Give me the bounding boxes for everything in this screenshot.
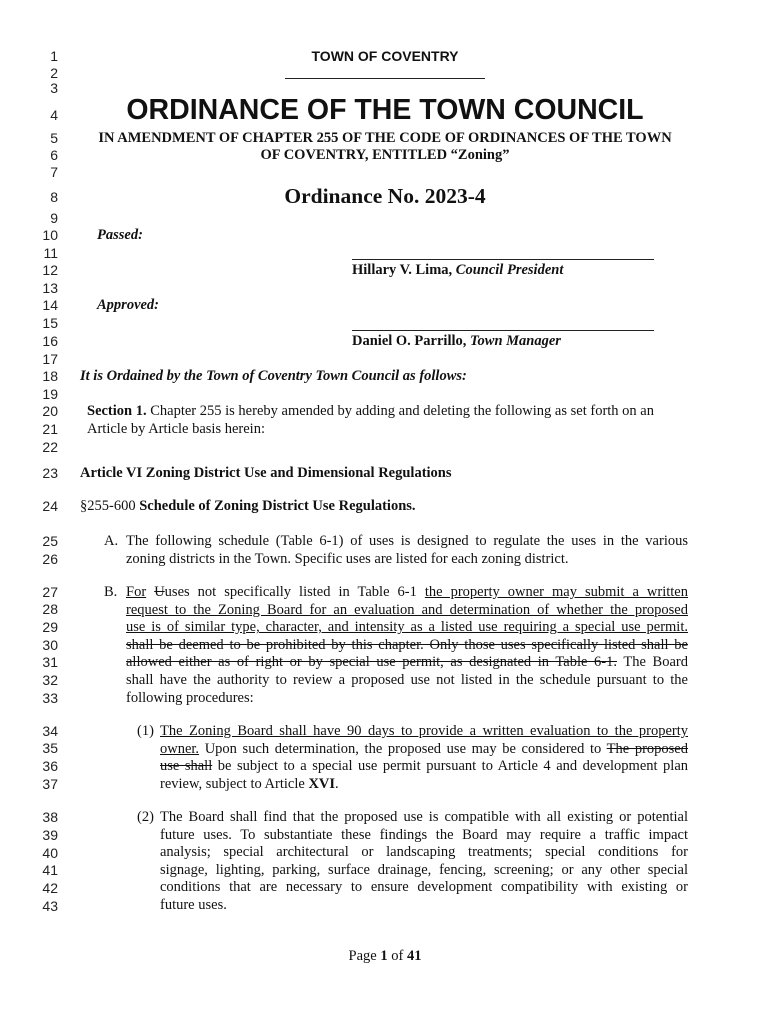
item-b (126, 584, 688, 707)
page-total: 41 (406, 948, 422, 964)
manager-signature (352, 333, 561, 350)
subitem-1-text: Upon such determination, the proposed use may be considered to (199, 740, 607, 757)
item-a-line: zoning districts in the Town. Specific uses are listed for each zoning district. (126, 550, 569, 567)
line-number: 38 (42, 809, 58, 825)
line-number: 17 (42, 351, 58, 367)
line-number: 20 (42, 403, 58, 419)
line-number: 37 (42, 776, 58, 792)
item-b-line: shall have the authority to review a proposed use not listed in the schedule pursuant to the (126, 671, 688, 688)
line-number: 11 (43, 245, 58, 261)
item-b-text: uses not specifically listed in Table 6-1 (164, 584, 425, 600)
item-a-marker: A. (104, 533, 119, 549)
subitem-2-line: future uses. (160, 896, 227, 913)
line-number: 21 (42, 421, 58, 437)
line-number: 16 (42, 333, 58, 349)
inserted-text: the property owner may submit a written (424, 584, 688, 600)
subitem-1-line: The Zoning Board shall have 90 days to provide a written evaluation to the property (160, 723, 688, 739)
line-number: 27 (42, 584, 58, 600)
subtitle-line-1: IN AMENDMENT OF CHAPTER 255 OF THE CODE OF ORDINANCES OF THE TOWN (98, 130, 672, 146)
line-number: 42 (42, 880, 58, 896)
item-b-line: use is of similar type, character, and intensity as a listed use requiring a special use permit. (126, 619, 688, 636)
line-number: 6 (50, 147, 58, 163)
section-1-line-1 (87, 403, 654, 420)
inserted-text: For (126, 584, 147, 600)
page-of: of (387, 948, 407, 964)
line-number: 31 (42, 654, 58, 670)
manager-title: Town Manager (470, 333, 561, 349)
page-prefix: Page (348, 948, 381, 964)
line-number: 2 (50, 65, 58, 81)
page-title: ORDINANCE OF THE TOWN COUNCIL (126, 94, 644, 126)
deleted-text: allowed either as of right or by special use permit, as designated in Table 6-1. (126, 654, 618, 671)
subtitle-line-2: OF COVENTRY, ENTITLED “Zoning” (260, 147, 510, 163)
president-signature-line (352, 259, 654, 260)
line-number: 35 (42, 740, 58, 756)
manager-name: Daniel O. Parrillo, (352, 333, 467, 349)
inserted-text: owner. (160, 740, 200, 757)
item-b-line (126, 654, 688, 672)
item-b-line (126, 584, 688, 602)
section-1-text: Chapter 255 is hereby amended by adding and deleting the following as set forth on an (146, 403, 654, 419)
item-b-marker: B. (104, 584, 118, 600)
line-number: 43 (42, 898, 58, 914)
subitem-1-line (160, 776, 688, 794)
item-a (126, 533, 688, 568)
section-title: Schedule of Zoning District Use Regulations. (139, 498, 416, 514)
subitem-1 (160, 723, 688, 793)
page-footer (285, 948, 485, 965)
subitem-1-text: review, subject to Article (160, 775, 309, 792)
president-name: Hillary V. Lima, (352, 262, 453, 278)
line-number: 13 (42, 280, 58, 296)
line-number: 8 (50, 189, 58, 205)
line-number: 36 (42, 758, 58, 774)
article-heading: Article VI Zoning District Use and Dimensional Regulations (80, 465, 452, 481)
deleted-text: use shall (160, 758, 213, 775)
line-number: 26 (42, 551, 58, 567)
line-number: 18 (42, 368, 58, 384)
subitem-2 (160, 809, 688, 915)
section-heading (80, 498, 416, 515)
subitem-2-line: future uses. To substantiate these findings the Board may require a traffic impact (160, 826, 688, 843)
subitem-2-line: conditions that are necessary to ensure development compatibility with existing or (160, 879, 688, 896)
line-number: 15 (42, 315, 58, 331)
line-number: 32 (42, 672, 58, 688)
subitem-2-line: signage, lighting, parking, surface drainage, fencing, screening; or any other special (160, 861, 688, 878)
line-number: 10 (42, 227, 58, 243)
title-divider (285, 78, 485, 79)
approved-label: Approved: (97, 297, 160, 313)
line-number: 24 (42, 498, 58, 514)
item-b-line: request to the Zoning Board for an evaluation and determination of whether the proposed (126, 601, 688, 618)
line-number: 14 (42, 297, 58, 313)
line-number: 29 (42, 619, 58, 635)
item-b-text: The Board (617, 654, 688, 671)
subitem-1-text: be subject to a special use permit pursuant to Article 4 and development plan (212, 758, 689, 775)
subitem-2-line: analysis; special architectural or landscaping treatments; special conditions for (160, 844, 688, 861)
passed-label: Passed: (97, 227, 143, 243)
line-number: 9 (50, 210, 58, 226)
line-number: 12 (42, 262, 58, 278)
ordinance-number: Ordinance No. 2023-4 (284, 184, 486, 208)
line-number: 30 (42, 637, 58, 653)
president-signature (352, 262, 563, 279)
item-b-line: shall be deemed to be prohibited by this chapter. Only those uses specifically listed shall be (126, 636, 688, 653)
page-current: 1 (380, 948, 388, 964)
subitem-1-text: . (335, 775, 339, 792)
item-a-line: The following schedule (Table 6-1) of uses is designed to regulate the uses in the various (126, 533, 688, 549)
article-reference: XVI (308, 775, 336, 792)
subitem-1-marker: (1) (137, 723, 154, 739)
line-number: 39 (42, 827, 58, 843)
line-number: 3 (50, 80, 58, 96)
line-number: 5 (50, 130, 58, 146)
line-number: 4 (50, 107, 58, 123)
item-b-line: following procedures: (126, 689, 254, 706)
deleted-text: The proposed (606, 740, 688, 757)
section-1-line-2: Article by Article basis herein: (87, 421, 265, 437)
section-number: §255-600 (80, 498, 140, 514)
subitem-1-line (160, 758, 688, 776)
line-number: 25 (42, 533, 58, 549)
president-title: Council President (455, 262, 564, 278)
line-number: 7 (50, 164, 58, 180)
line-number: 1 (50, 48, 58, 64)
line-number: 23 (42, 465, 58, 481)
ordained-statement: It is Ordained by the Town of Coventry Town Council as follows: (80, 368, 467, 384)
line-number: 40 (42, 845, 58, 861)
line-number: 28 (42, 601, 58, 617)
deleted-text: U (154, 584, 165, 600)
line-number: 33 (42, 690, 58, 706)
subitem-2-marker: (2) (137, 809, 154, 825)
line-number: 22 (42, 439, 58, 455)
line-number: 19 (42, 386, 58, 402)
line-number: 41 (42, 862, 58, 878)
town-name: TOWN OF COVENTRY (311, 48, 459, 64)
subitem-2-line: The Board shall find that the proposed use is compatible with all existing or potential (160, 809, 688, 825)
line-number: 34 (42, 723, 58, 739)
manager-signature-line (352, 330, 654, 331)
section-1-label: Section 1. (87, 403, 147, 419)
subitem-1-line (160, 741, 688, 759)
